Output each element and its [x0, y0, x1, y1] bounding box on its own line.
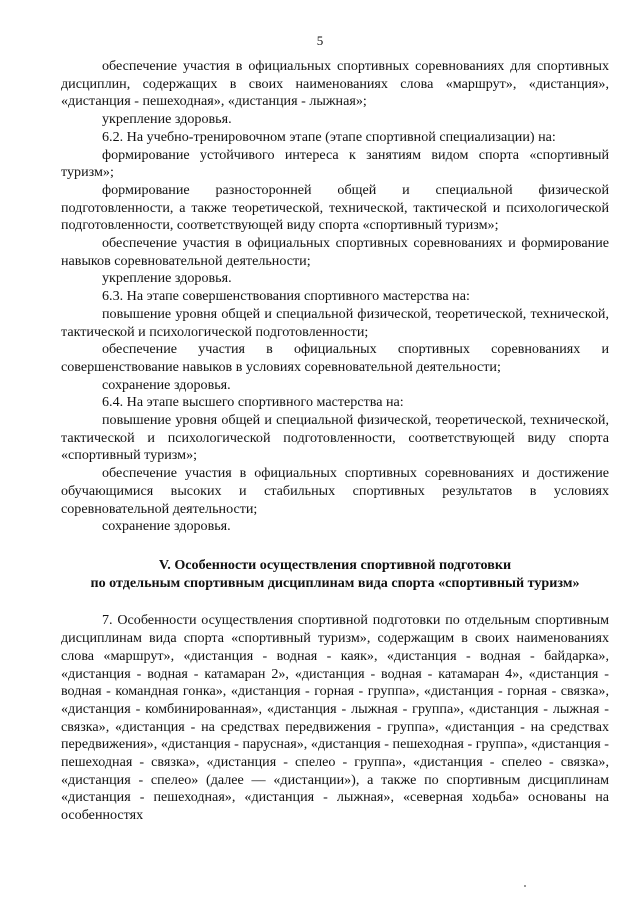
paragraph: 6.2. На учебно-тренировочном этапе (этапе спортивной специализации) на:	[102, 128, 556, 145]
paragraph: сохранение здоровья.	[102, 518, 231, 535]
paragraph: укрепление здоровья.	[102, 111, 232, 128]
paragraph: обеспечение участия в официальных спортивных соревнованиях для спортивных дисциплин, содержащих в своих наименованиях слова «маршрут», «дистанция», «дистанция - пешеходная», «дистанция - лыжная»;	[61, 58, 609, 110]
paragraph: обеспечение участия в официальных спортивных соревнованиях и совершенствование навыков в условиях соревновательной деятельности;	[61, 341, 609, 375]
scan-speck	[524, 885, 526, 887]
page-number: 5	[316, 33, 324, 48]
paragraph: укрепление здоровья.	[102, 270, 232, 287]
section-heading-line: по отдельным спортивным дисциплинам вида спорта «спортивный туризм»	[90, 574, 580, 591]
paragraph: 7. Особенности осуществления спортивной подготовки по отдельным спортивным дисциплинам вида спорта «спортивный туризм», содержащим в своих наименованиях слова «маршрут», «дистанция - водная - каяк», «дистанция - водная - байдарка», «дистанция - водная - катамаран 2», «дистанция - водная - катамаран 4», «дистанция - водная - командная гонка», «дистанция - горная - группа», «дистанция - горная - связка», «дистанция - комбинированная», «дистанция - лыжная - группа», «дистанция - лыжная - связка», «дистанция - на средствах передвижения - группа», «дистанция - на средствах передвижения», «дистанция - парусная», «дистанция - пешеходная - группа», «дистанция - пешеходная - связка», «дистанция - спелео - группа», «дистанция - спелео - связка», «дистанция - спелео» (далее — «дистанции»), а также по спортивным дисциплинам «дистанция - пешеходная», «дистанция - лыжная», «северная ходьба» основаны на особенностях	[61, 612, 609, 824]
paragraph: 6.4. На этапе высшего спортивного мастерства на:	[102, 394, 404, 411]
paragraph: повышение уровня общей и специальной физической, теоретической, технической, тактической и психологической подготовленности;	[61, 305, 609, 340]
paragraph: обеспечение участия в официальных спортивных соревнованиях и формирование навыков соревновательной деятельности;	[61, 235, 609, 269]
paragraph: сохранение здоровья.	[102, 376, 231, 393]
paragraph: обеспечение участия в официальных спортивных соревнованиях и достижение обучающимися высоких и стабильных спортивных результатов в условиях соревновательной деятельности;	[61, 465, 609, 517]
document-body	[61, 58, 609, 825]
paragraph: повышение уровня общей и специальной физической, теоретической, технической, тактической и психологической подготовленности, соответствующей виду спорта «спортивный туризм»;	[61, 412, 609, 464]
paragraph: формирование разносторонней общей и специальной физической подготовленности, а также теоретической, технической, тактической и психологической подготовленности, соответствующей виду спорта «спортивный туризм»;	[61, 181, 609, 234]
section-heading-line: V. Особенности осуществления спортивной подготовки	[158, 556, 512, 573]
section-heading	[61, 557, 609, 592]
paragraph: формирование устойчивого интереса к занятиям видом спорта «спортивный туризм»;	[61, 146, 609, 181]
paragraph: 6.3. На этапе совершенствования спортивного мастерства на:	[102, 288, 470, 305]
